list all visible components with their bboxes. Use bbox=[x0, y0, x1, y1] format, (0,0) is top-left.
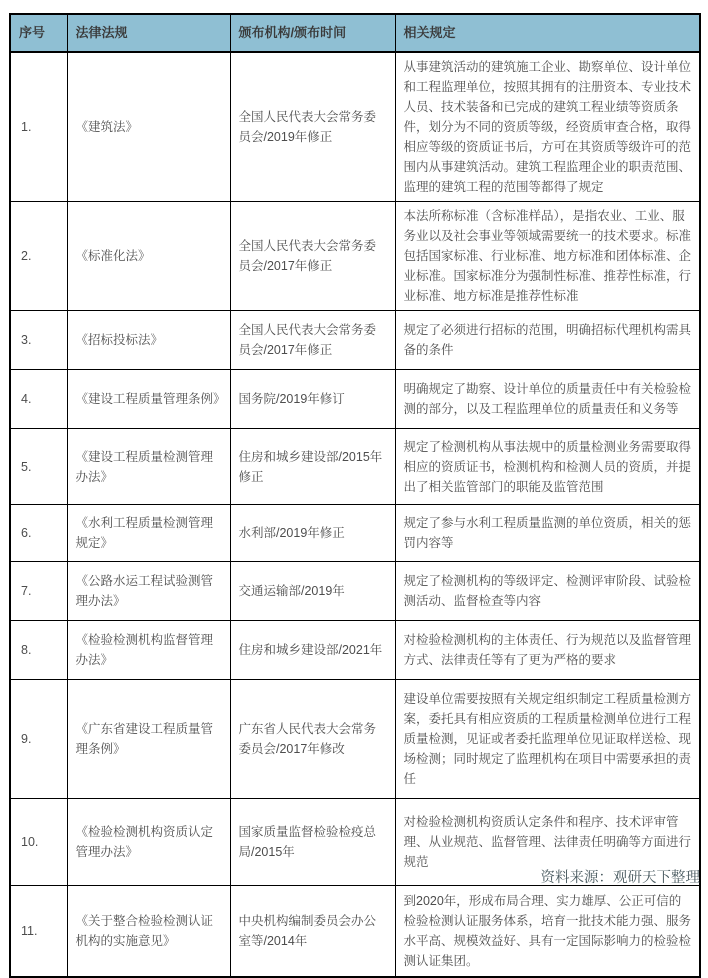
provision-cell: 规定了检测机构从事法规中的质量检测业务需要取得相应的资质证书，检测机构和检测人员的资质，并提出了相关监管部门的职能及监管范围 bbox=[395, 429, 700, 505]
row-number-cell: 7. bbox=[10, 562, 67, 621]
column-header-issuer: 颁布机构/颁布时间 bbox=[230, 14, 395, 52]
row-number-cell: 6. bbox=[10, 505, 67, 562]
issuer-date-cell: 广东省人民代表大会常务委员会/2017年修改 bbox=[230, 680, 395, 799]
law-name-cell: 《检验检测机构监督管理办法》 bbox=[67, 621, 230, 680]
issuer-date-cell: 全国人民代表大会常务委员会/2019年修正 bbox=[230, 52, 395, 202]
provision-cell: 从事建筑活动的建筑施工企业、勘察单位、设计单位和工程监理单位，按照其拥有的注册资本、专业技术人员、技术装备和已完成的建筑工程业绩等资质条件，划分为不同的资质等级，经资质审查合格，取得相应等级的资质证书后，方可在其资质等级许可的范围内从事建筑活动。建筑工程监理企业的职责范围、监理的建筑工程的范围等都得了规定 bbox=[395, 52, 700, 202]
law-name-cell: 《广东省建设工程质量管理条例》 bbox=[67, 680, 230, 799]
issuer-date-cell: 住房和城乡建设部/2015年修正 bbox=[230, 429, 395, 505]
table-header-row bbox=[10, 14, 700, 52]
table-row bbox=[10, 886, 700, 978]
table-row bbox=[10, 680, 700, 799]
issuer-date-cell: 全国人民代表大会常务委员会/2017年修正 bbox=[230, 311, 395, 370]
law-name-cell: 《关于整合检验检测认证机构的实施意见》 bbox=[67, 886, 230, 978]
row-number-cell: 9. bbox=[10, 680, 67, 799]
table-row bbox=[10, 311, 700, 370]
provision-cell: 到2020年，形成布局合理、实力雄厚、公正可信的检验检测认证服务体系，培育一批技术能力强、服务水平高、规模效益好、具有一定国际影响力的检验检测认证集团。 bbox=[395, 886, 700, 978]
provision-cell: 对检验检测机构资质认定条件和程序、技术评审管理、从业规范、监督管理、法律责任明确等方面进行规范 bbox=[395, 799, 700, 886]
law-name-cell: 《水利工程质量检测管理规定》 bbox=[67, 505, 230, 562]
row-number-cell: 4. bbox=[10, 370, 67, 429]
provision-cell: 规定了必须进行招标的范围，明确招标代理机构需具备的条件 bbox=[395, 311, 700, 370]
provision-cell: 明确规定了勘察、设计单位的质量责任中有关检验检测的部分，以及工程监理单位的质量责任和义务等 bbox=[395, 370, 700, 429]
provision-cell: 规定了检测机构的等级评定、检测评审阶段、试验检测活动、监督检查等内容 bbox=[395, 562, 700, 621]
issuer-date-cell: 国务院/2019年修订 bbox=[230, 370, 395, 429]
column-header-law: 法律法规 bbox=[67, 14, 230, 52]
row-number-cell: 10. bbox=[10, 799, 67, 886]
issuer-date-cell: 国家质量监督检验检疫总局/2015年 bbox=[230, 799, 395, 886]
row-number-cell: 1. bbox=[10, 52, 67, 202]
column-header-no: 序号 bbox=[10, 14, 67, 52]
law-name-cell: 《建设工程质量管理条例》 bbox=[67, 370, 230, 429]
issuer-date-cell: 交通运输部/2019年 bbox=[230, 562, 395, 621]
provision-cell: 建设单位需要按照有关规定组织制定工程质量检测方案，委托具有相应资质的工程质量检测单位进行工程质量检测，见证或者委托监理单位见证取样送检、现场检测；同时规定了监理机构在项目中需要承担的责任 bbox=[395, 680, 700, 799]
data-source-note: 资料来源：观研天下整理 bbox=[540, 870, 700, 886]
table-row bbox=[10, 429, 700, 505]
row-number-cell: 3. bbox=[10, 311, 67, 370]
provision-cell: 规定了参与水利工程质量监测的单位资质，相关的惩罚内容等 bbox=[395, 505, 700, 562]
table-row bbox=[10, 202, 700, 311]
issuer-date-cell: 中央机构编制委员会办公室等/2014年 bbox=[230, 886, 395, 978]
row-number-cell: 2. bbox=[10, 202, 67, 311]
table-row bbox=[10, 562, 700, 621]
law-name-cell: 《招标投标法》 bbox=[67, 311, 230, 370]
table-body bbox=[10, 52, 700, 977]
law-name-cell: 《标准化法》 bbox=[67, 202, 230, 311]
column-header-provision: 相关规定 bbox=[395, 14, 700, 52]
row-number-cell: 5. bbox=[10, 429, 67, 505]
laws-regulations-table bbox=[9, 13, 701, 978]
law-name-cell: 《建筑法》 bbox=[67, 52, 230, 202]
table-row bbox=[10, 52, 700, 202]
issuer-date-cell: 水利部/2019年修正 bbox=[230, 505, 395, 562]
row-number-cell: 8. bbox=[10, 621, 67, 680]
provision-cell: 本法所称标准（含标准样品），是指农业、工业、服务业以及社会事业等领域需要统一的技术要求。标准包括国家标准、行业标准、地方标准和团体标准、企业标准。国家标准分为强制性标准、推荐性标准，行业标准、地方标准是推荐性标准 bbox=[395, 202, 700, 311]
table-row bbox=[10, 505, 700, 562]
table-row bbox=[10, 621, 700, 680]
provision-cell: 对检验检测机构的主体责任、行为规范以及监督管理方式、法律责任等有了更为严格的要求 bbox=[395, 621, 700, 680]
law-name-cell: 《公路水运工程试验测管理办法》 bbox=[67, 562, 230, 621]
law-name-cell: 《检验检测机构资质认定管理办法》 bbox=[67, 799, 230, 886]
row-number-cell: 11. bbox=[10, 886, 67, 978]
issuer-date-cell: 住房和城乡建设部/2021年 bbox=[230, 621, 395, 680]
issuer-date-cell: 全国人民代表大会常务委员会/2017年修正 bbox=[230, 202, 395, 311]
law-name-cell: 《建设工程质量检测管理办法》 bbox=[67, 429, 230, 505]
table-row bbox=[10, 370, 700, 429]
